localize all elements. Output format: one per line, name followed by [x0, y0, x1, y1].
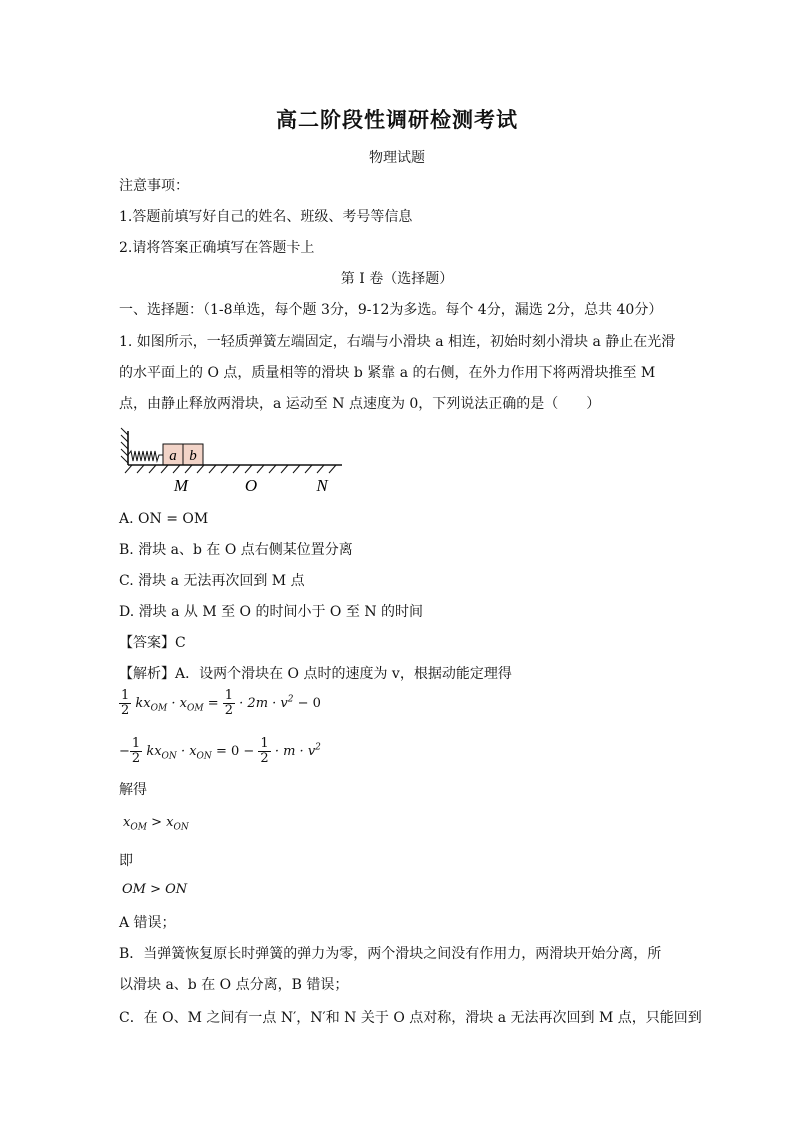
fraction: $\frac{1}{2}$: [131, 736, 141, 766]
option-d: D. 滑块 a 从 M 至 O 的时间小于 O 至 N 的时间: [119, 604, 424, 620]
note-item: 1.答题前填写好自己的姓名、班级、考号等信息: [119, 209, 413, 225]
ground-hatching: [125, 465, 336, 473]
inequality-2: OM > ON: [122, 882, 188, 897]
analysis-b-line: 以滑块 a、b 在 O 点分离，B 错误；: [119, 977, 349, 993]
section-instruction: 一、选择题：（1-8单选，每个题 3分，9-12为多选。每个 4分，漏选 2分，总共 40分）: [119, 302, 663, 318]
equation-1: $\frac{1}{2}$ $kx_{OM} \cdot x_{OM}$ = $\frac{1}{2}$ · $2m \cdot v^2 - 0$: [121, 688, 321, 718]
point-n-label: N: [316, 476, 328, 495]
fraction: $\frac{1}{2}$: [260, 736, 269, 766]
option-b: B. 滑块 a、b 在 O 点右侧某位置分离: [119, 542, 353, 558]
option-c: C. 滑块 a 无法再次回到 M 点: [119, 573, 305, 589]
section-title: 第 I 卷（选择题）: [340, 271, 454, 287]
notes-heading: 注意事项：: [119, 178, 189, 194]
spring: [128, 451, 163, 461]
equation-2: − $\frac{1}{2}$ $kx_{ON} \cdot x_{ON} = 0$ − $\frac{1}{2}$ · $m \cdot v^2$: [119, 736, 321, 766]
question-stem-line: 的水平面上的 O 点，质量相等的滑块 b 紧靠 a 的右侧，在外力作用下将两滑块推至 M: [119, 365, 656, 381]
option-a: A. ON = OM: [119, 511, 209, 527]
solve-label: 解得: [119, 782, 147, 798]
block-b-label: b: [189, 448, 197, 464]
wall-hatching: [121, 428, 128, 463]
page-title: 高二阶段性调研检测考试: [276, 107, 518, 132]
fraction: $\frac{1}{2}$: [121, 688, 130, 718]
a-wrong: A 错误；: [119, 915, 176, 931]
question-stem-line: 点，由静止释放两滑块，a 运动至 N 点速度为 0，下列说法正确的是（ ）: [119, 396, 601, 412]
analysis-c-line: C．在 O、M 之间有一点 N′，N′和 N 关于 O 点对称，滑块 a 无法再次回到 M 点，只能回到: [119, 1010, 702, 1026]
fraction: $\frac{1}{2}$: [224, 688, 234, 718]
spring-block-figure: [118, 425, 348, 497]
answer-line: 【答案】C: [119, 635, 186, 651]
point-o-label: O: [244, 476, 258, 495]
inequality-1: $x_{OM} > x_{ON}$: [123, 815, 189, 833]
block-a-label: a: [169, 448, 177, 464]
note-item: 2.请将答案正确填写在答题卡上: [119, 240, 315, 256]
analysis-b-line: B．当弹簧恢复原长时弹簧的弹力为零，两个滑块之间没有作用力，两滑块开始分离，所: [119, 946, 662, 962]
ji-label: 即: [119, 853, 133, 869]
point-m-label: M: [173, 476, 189, 495]
page-subtitle: 物理试题: [369, 150, 425, 166]
analysis-intro: 【解析】A．设两个滑块在 O 点时的速度为 v，根据动能定理得: [119, 666, 512, 682]
question-stem-line: 1. 如图所示，一轻质弹簧左端固定，右端与小滑块 a 相连，初始时刻小滑块 a 静止在光滑: [119, 334, 676, 350]
